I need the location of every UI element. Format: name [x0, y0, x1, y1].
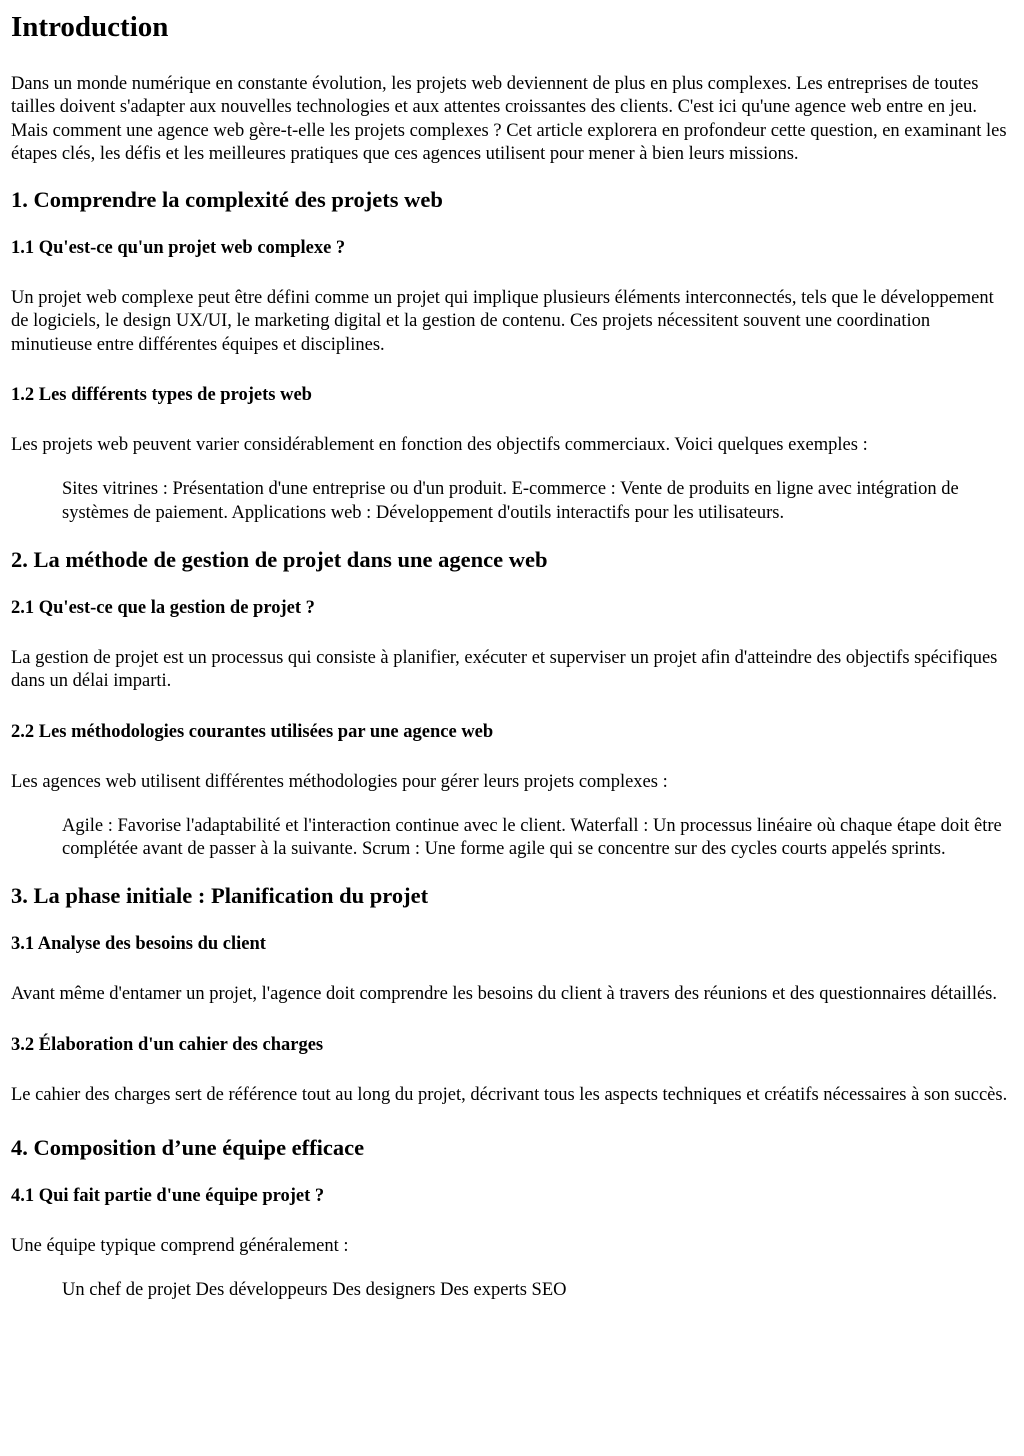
section-1-2-paragraph: Les projets web peuvent varier considérablement en fonction des objectifs commerciaux. Voici quelques exemples :: [11, 435, 868, 456]
section-3-heading: 3. La phase initiale : Planification du projet: [11, 883, 429, 909]
article: [0, 10, 1024, 1303]
section-3-1-paragraph: Avant même d'entamer un projet, l'agence doit comprendre les besoins du client à travers des réunions et des questionnaires détaillés.: [11, 984, 997, 1005]
section-4-1-paragraph: Une équipe typique comprend généralement :: [11, 1236, 349, 1257]
section-3-2-heading: 3.2 Élaboration d'un cahier des charges: [11, 1034, 324, 1055]
section-2-2-list: Agile : Favorise l'adaptabilité et l'interaction continue avec le client. Waterfall : Un processus linéaire où chaque étape doit être complétée avant de passer à la suivante. Scrum : Une forme agile qui se concentre sur des cycles courts appelés sprints.: [62, 815, 1002, 860]
section-2-1-heading: 2.1 Qu'est-ce que la gestion de projet ?: [11, 597, 315, 618]
intro-paragraph: Dans un monde numérique en constante évolution, les projets web deviennent de plus en plus complexes. Les entreprises de toutes tailles doivent s'adapter aux nouvelles technologies et aux attentes croissantes des clients. C'est ici qu'une agence web entre en jeu. Mais comment une agence web gère-t-elle les projets complexes ? Cet article explorera en profondeur cette question, en examinant les étapes clés, les défis et les meilleures pratiques que ces agences utilisent pour mener à bien leurs missions.: [11, 74, 1007, 164]
section-1-1-paragraph: Un projet web complexe peut être défini comme un projet qui implique plusieurs éléments interconnectés, tels que le développement de logiciels, le design UX/UI, le marketing digital et la gestion de contenu. Ces projets nécessitent souvent une coordination minutieuse entre différentes équipes et disciplines.: [11, 288, 994, 355]
section-2-2-heading: 2.2 Les méthodologies courantes utilisées par une agence web: [11, 721, 494, 742]
section-2-heading: 2. La méthode de gestion de projet dans une agence web: [11, 546, 548, 572]
section-4-heading: 4. Composition d’une équipe efficace: [11, 1135, 365, 1161]
section-1-heading: 1. Comprendre la complexité des projets web: [11, 187, 443, 213]
section-2-2-paragraph: Les agences web utilisent différentes méthodologies pour gérer leurs projets complexes :: [11, 771, 668, 792]
section-4-1-heading: 4.1 Qui fait partie d'une équipe projet ?: [11, 1186, 325, 1207]
section-4-1-list: Un chef de projet Des développeurs Des designers Des experts SEO: [62, 1280, 567, 1301]
section-2-1-paragraph: La gestion de projet est un processus qui consiste à planifier, exécuter et superviser un projet afin d'atteindre des objectifs spécifiques dans un délai imparti.: [11, 647, 998, 692]
section-1-1-heading: 1.1 Qu'est-ce qu'un projet web complexe ?: [11, 238, 346, 259]
section-3-1-heading: 3.1 Analyse des besoins du client: [11, 934, 266, 955]
section-1-2-list: Sites vitrines : Présentation d'une entreprise ou d'un produit. E-commerce : Vente de produits en ligne avec intégration de systèmes de paiement. Applications web : Développement d'outils interactifs pour les utilisateurs.: [62, 479, 959, 523]
section-3-2-paragraph: Le cahier des charges sert de référence tout au long du projet, décrivant tous les aspects techniques et créatifs nécessaires à son succès.: [11, 1084, 1008, 1105]
section-1-2-heading: 1.2 Les différents types de projets web: [11, 385, 312, 406]
page-title: Introduction: [11, 11, 169, 43]
